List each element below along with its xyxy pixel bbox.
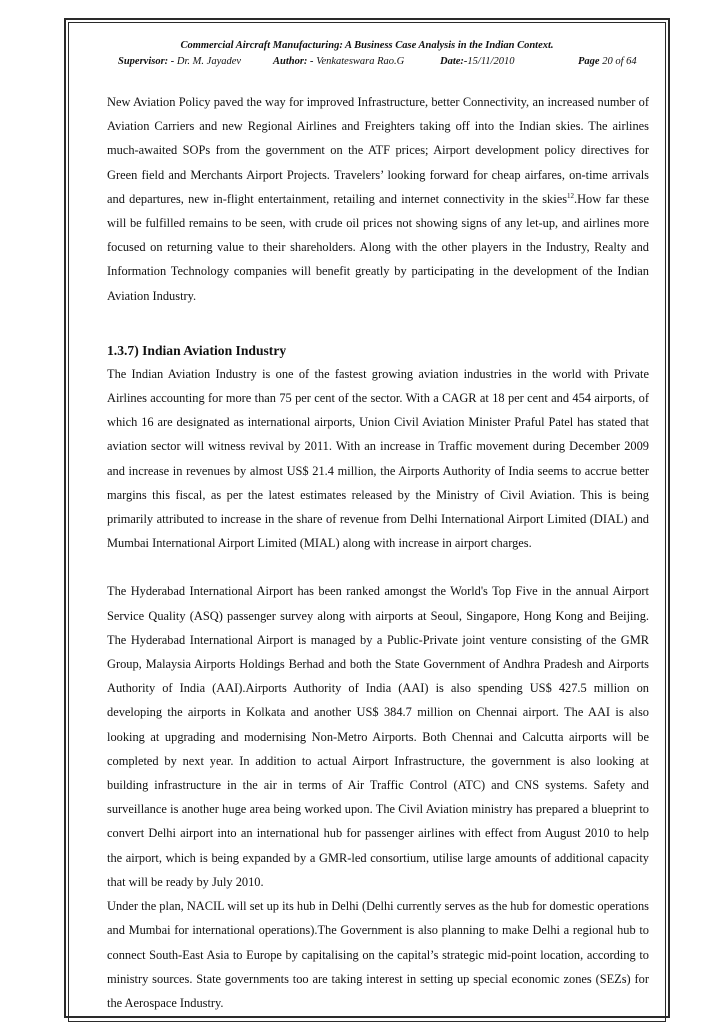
page-content [107,90,649,1015]
paragraph-indian-aviation-industry: The Indian Aviation Industry is one of the fastest growing aviation industries in the world with Private Airlines accounting for more than 75 per cent of the sector. With a CAGR at 18 per cent and 454 airports, of which 16 are designated as international airports, Union Civil Aviation Minister Praful Patel has stated that aviation sector will witness revival by 2011. With an increase in Traffic movement during December 2009 and increase in revenues by almost US$ 21.4 million, the Airports Authority of India seems to accrue better margins this fiscal, as per the latest estimates released by the Ministry of Civil Aviation. This is being primarily attributed to increase in the share of revenue from Delhi International Airport Limited (DIAL) and Mumbai International Airport Limited (MIAL) along with increase in airport charges. [107,366,649,551]
section-heading: 1.3.7) Indian Aviation Industry [107,342,287,358]
document-title: Commercial Aircraft Manufacturing: A Business Case Analysis in the Indian Context. [180,40,554,51]
author-label: Author: - [273,56,314,67]
date-field [440,56,514,67]
page-header [70,24,664,70]
supervisor-value: Dr. M. Jayadev [176,56,242,67]
footnote-reference: 12 [567,191,575,200]
date-label: Date:- [440,56,468,67]
paragraph-spacer [107,555,649,579]
paragraph-nacil-hub-plan: Under the plan, NACIL will set up its hub in Delhi (Delhi currently serves as the hub for domestic operations and Mumbai for international operations).The Government is also planning to make Delhi a regional hub to connect South-East Asia to Europe by capitalising on the capital’s strategic mid-point location, according to ministry sources. State governments too are taking interest in setting up special economic zones (SEZs) for the Aerospace Industry. [107,899,649,1010]
date-value: 15/11/2010 [467,56,515,67]
paragraph-hyderabad-airport: The Hyderabad International Airport has been ranked amongst the World's Top Five in the annual Airport Service Quality (ASQ) passenger survey along with airports at Seoul, Singapore, Hong Kong and Beijing. The Hyderabad International Airport is managed by a Public-Private joint venture consisting of the GMR Group, Malaysia Airports Holdings Berhad and both the State Government of Andhra Pradesh and Airports Authority of India (AAI).Airports Authority of India (AAI) is also spending US$ 427.5 million on developing the airports in Kolkata and another US$ 384.7 million on Chennai airport. The AAI is also looking at upgrading and modernising Non-Metro Airports. Both Chennai and Calcutta airports will be completed by next year. In addition to actual Airport Infrastructure, the government is also looking at building infrastructure in the air in terms of Air Traffic Control (ATC) and CNS systems. Safety and surveillance is another huge area being worked upon. The Civil Aviation ministry has prepared a blueprint to convert Delhi airport into an international hub for passenger airlines with effect from August 2010 to help the airport, which is being expanded by a GMR-led consortium, utilise large amounts of additional capacity that will be ready by July 2010. [107,584,649,889]
paragraph-aviation-policy [107,90,649,308]
page-number-value: 20 of 64 [602,56,637,67]
page-label: Page [578,56,600,67]
paragraph-aviation-policy-text-b: .How far these will be fulfilled remains to be seen, with crude oil prices not showing signs of any let-up, and airlines more focused on returning value to their shareholders. Along with the other players in the Industry, Realty and Information Technology companies will benefit greatly by participating in the development of the Indian Aviation Industry. [107,191,649,303]
author-field [273,56,404,67]
supervisor-field [118,56,241,67]
author-value: Venkateswara Rao.G [316,56,405,67]
paragraph-aviation-policy-text-a: New Aviation Policy paved the way for improved Infrastructure, better Connectivity, an increased number of Aviation Carriers and new Regional Airlines and Freighters taking off into the Indian skies. The airlines much-awaited SOPs from the government on the ATF prices; Airport development policy directives for Green field and Merchants Airport Projects. Travelers’ looking forward for cheap airfares, on-time arrivals and departures, new in-flight entertainment, retailing and internet connectivity in the skies [107,95,649,206]
supervisor-label: Supervisor: - [118,56,175,67]
page-number-field [578,56,637,67]
header-meta [70,56,664,70]
paragraph-spacer [107,308,649,332]
